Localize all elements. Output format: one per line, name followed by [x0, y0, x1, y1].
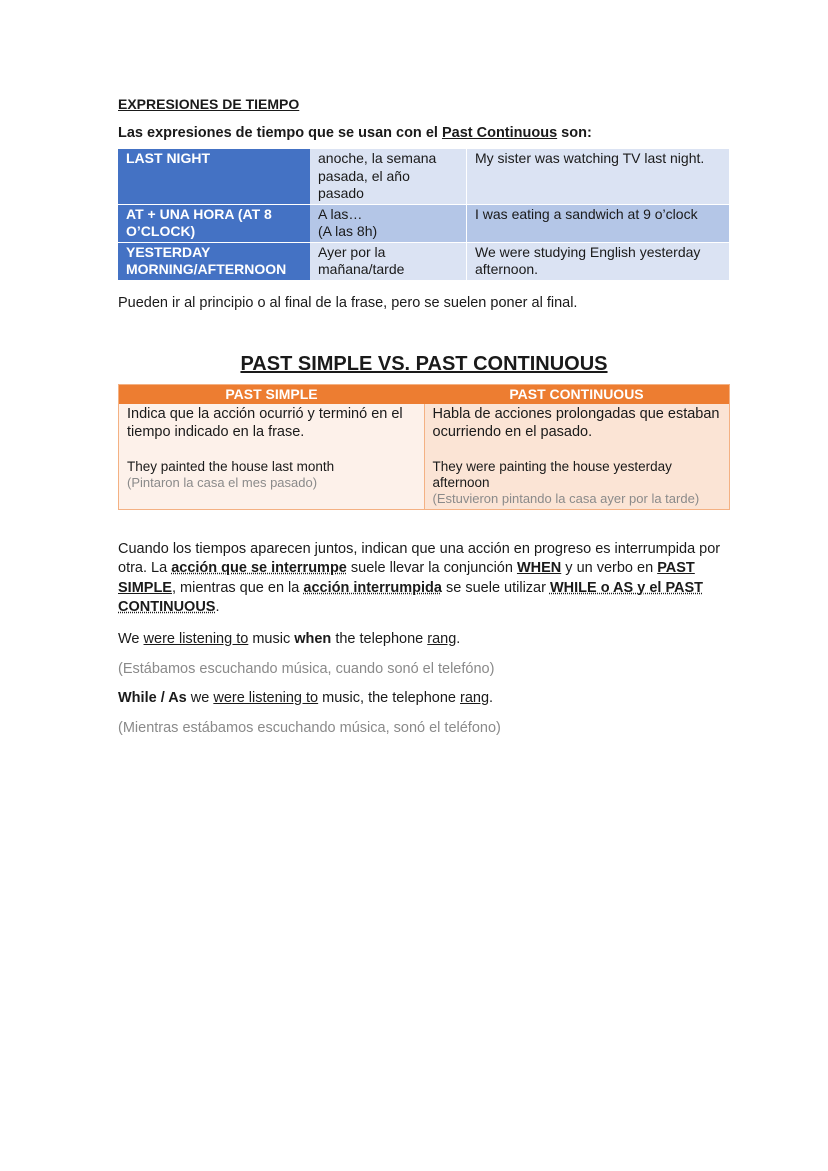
- text-run: music: [248, 630, 295, 647]
- text-run: the telephone: [331, 630, 428, 647]
- text-run-emph: WHILE o AS y el PAST CONTINUOUS: [118, 579, 704, 615]
- comparison-body-row: [119, 404, 730, 510]
- text-run: music, the telephone: [318, 689, 460, 706]
- intro-pre: Las expresiones de tiempo que se usan con el: [118, 125, 442, 141]
- text-run-underlined: rang: [460, 689, 490, 706]
- text-run-bold: While / As: [118, 689, 187, 706]
- past-simple-header: PAST SIMPLE: [119, 384, 425, 404]
- text-run: Cuando los tiempos aparecen juntos, indican que una acción en progreso es interrumpida por otra. La: [118, 540, 721, 576]
- example-sentence-2: [118, 690, 730, 706]
- text-run: .: [215, 599, 220, 615]
- past-continuous-desc: Habla de acciones prolongadas que estaban ocurriendo en el pasado.: [432, 405, 720, 440]
- intro-link: Past Continuous: [441, 125, 558, 141]
- translation-cell: anoche, la semana pasada, el año pasado: [310, 149, 467, 204]
- document-page: [118, 96, 730, 736]
- past-simple-example: They painted the house last month: [127, 458, 335, 474]
- example-translation-1: (Estábamos escuchando música, cuando sonó el telefóno): [118, 660, 495, 677]
- past-simple-translation: (Pintaron la casa el mes pasado): [127, 474, 318, 490]
- text-run: y un verbo en: [561, 560, 658, 576]
- example-cell: My sister was watching TV last night.: [467, 149, 730, 204]
- example-translation-2: (Mientras estábamos escuchando música, sonó el teléfono): [118, 719, 501, 736]
- past-simple-desc: Indica que la acción ocurrió y terminó en el tiempo indicado en la frase.: [127, 405, 403, 440]
- time-expressions-table: [118, 149, 729, 281]
- example-sentence-1: [118, 631, 730, 647]
- past-continuous-cell: [424, 404, 730, 510]
- text-run-emph: acción que se interrumpe: [171, 560, 347, 576]
- comparison-table: [118, 384, 730, 510]
- text-run-emph: WHEN: [516, 560, 562, 576]
- text-run-bold: when: [294, 630, 332, 647]
- comparison-title: PAST SIMPLE VS. PAST CONTINUOUS: [240, 352, 608, 375]
- text-run: we: [186, 689, 214, 706]
- explanation-paragraph: [118, 540, 730, 618]
- section-heading: EXPRESIONES DE TIEMPO: [118, 96, 300, 112]
- example-cell: We were studying English yesterday afternoon.: [467, 242, 730, 280]
- table-row: [118, 149, 729, 204]
- translation-cell: A las… (A las 8h): [310, 204, 467, 242]
- table-row: [118, 242, 729, 280]
- note-text: Pueden ir al principio o al final de la frase, pero se suelen poner al final.: [118, 294, 578, 311]
- past-continuous-example: They were painting the house yesterday afternoon: [432, 458, 672, 490]
- text-run-underlined: were listening to: [143, 630, 249, 647]
- text-run-emph: acción interrumpida: [303, 579, 442, 596]
- text-run: We: [118, 630, 144, 647]
- past-continuous-header: PAST CONTINUOUS: [424, 384, 730, 404]
- past-simple-cell: [119, 404, 425, 510]
- text-run: , mientras que en la: [171, 579, 304, 596]
- comparison-header-row: [119, 384, 730, 404]
- expr-cell: YESTERDAY MORNING/AFTERNOON: [118, 242, 310, 280]
- translation-cell: Ayer por la mañana/tarde: [310, 242, 467, 280]
- text-run: suele llevar la conjunción: [346, 560, 517, 576]
- text-run-underlined: were listening to: [213, 689, 319, 706]
- text-run: .: [456, 630, 461, 647]
- example-cell: I was eating a sandwich at 9 o’clock: [467, 204, 730, 242]
- text-run: se suele utilizar: [441, 579, 550, 596]
- intro-post: son:: [557, 125, 592, 141]
- past-continuous-translation: (Estuvieron pintando la casa ayer por la tarde): [432, 490, 700, 506]
- text-run-underlined: rang: [427, 630, 457, 647]
- text-run: .: [489, 689, 494, 706]
- text-run-emph: PAST SIMPLE: [118, 560, 695, 596]
- table-row: [118, 204, 729, 242]
- expr-cell: AT + UNA HORA (AT 8 O’CLOCK): [118, 204, 310, 242]
- expr-cell: LAST NIGHT: [118, 149, 310, 204]
- intro-text: [118, 125, 730, 141]
